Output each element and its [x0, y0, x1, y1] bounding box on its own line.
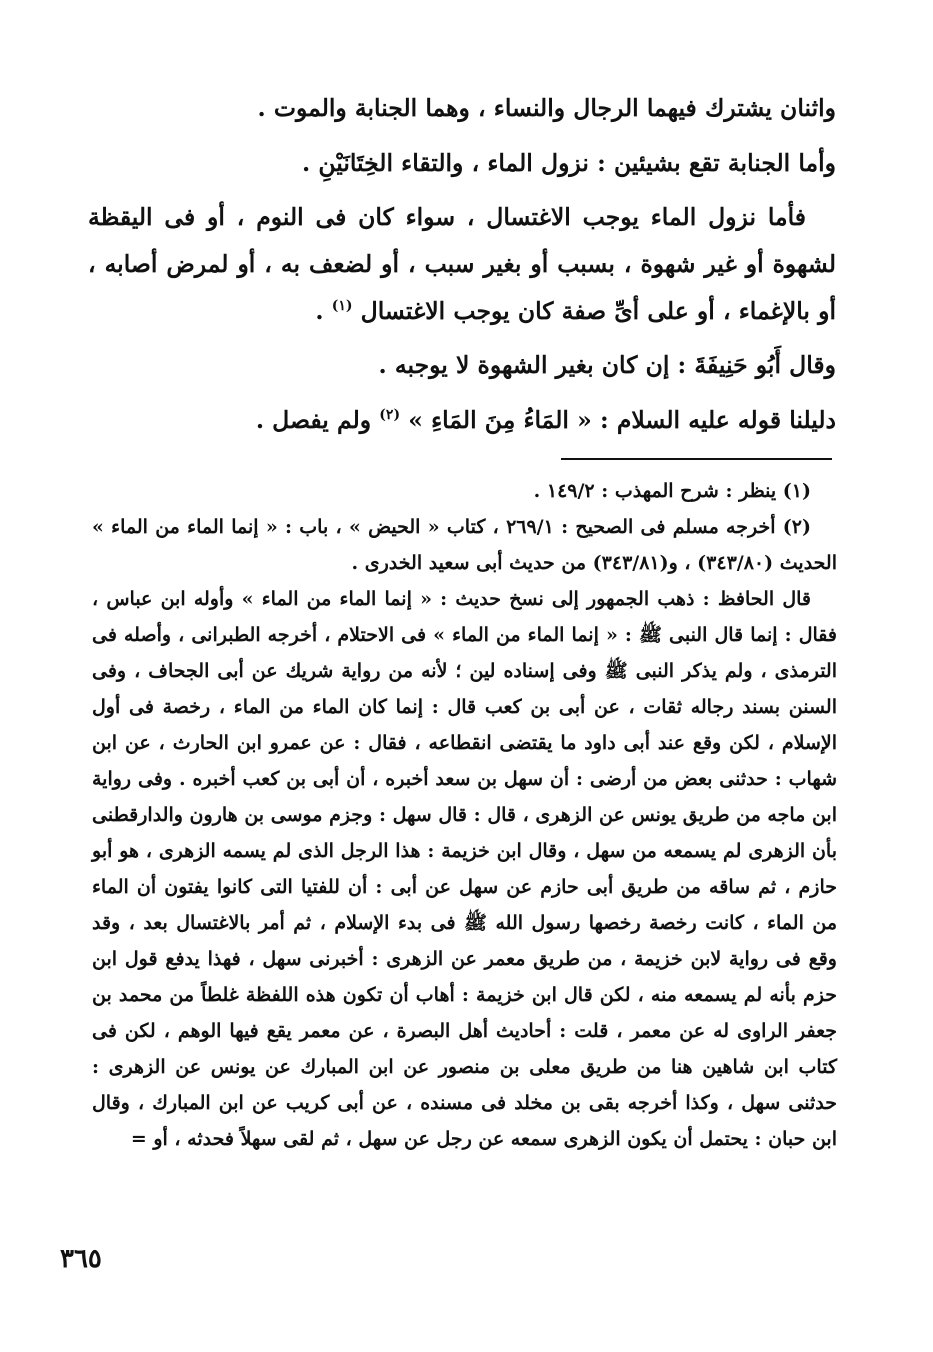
main-text [88, 84, 836, 451]
footnote-divider [561, 458, 832, 460]
paragraph: وأما الجنابة تقع بشيئين : نزول الماء ، والتقاء الخِتَانَيْنِ . [301, 149, 836, 177]
paragraph: واثنان يشترك فيهما الرجال والنساء ، وهما الجنابة والموت . [257, 94, 836, 122]
paragraph-text: فأما نزول الماء يوجب الاغتسال ، سواء كان فى النوم ، أو فى اليقظة لشهوة أو غير شهوة ، بسبب أو بغير سبب ، أو لضعف به ، أو لمرض أصابه ، أو بالإغماء ، أو على أىِّ صفة كان يوجب الاغتسال [88, 203, 836, 325]
paragraph-end: . [315, 297, 332, 325]
paragraph-text: دليلنا قوله عليه السلام : « المَاءُ مِنَ المَاءِ » [408, 406, 836, 434]
footnote-commentary: قال الحافظ : ذهب الجمهور إلى نسخ حديث : « إنما الماء من الماء » وأوله ابن عباس ، فقال : إنما قال النبى ﷺ : « إنما الماء من الماء » فى الاحتلام ، أخرجه الطبرانى ، وأصله فى الترمذى ، ولم يذكر النبى ﷺ وفى إسناده لين ؛ لأنه من رواية شريك عن أبى الجحاف ، وفى السنن بسند رجاله ثقات ، عن أبى بن كعب قال : إنما كان الماء من الماء ، رخصة فى أول الإسلام ، لكن وقع عند أبى داود ما يقتضى انقطاعه ، فقال : عن عمرو ابن الحارث ، عن ابن شهاب : حدثنى بعض من أرضى : أن سهل بن سعد أخبره ، أن أبى بن كعب أخبره . وفى رواية ابن ماجه من طريق يونس عن الزهرى ، قال : قال سهل : وجزم موسى بن هارون والدارقطنى بأن الزهرى لم يسمعه من سهل ، وقال ابن خزيمة : هذا الرجل الذى لم يسمه الزهرى ، هو أبو حازم ، ثم ساقه من طريق أبى حازم عن سهل عن أبى : أن للفتيا التى كانوا يفتون أن الماء من الماء ، كانت رخصة رخصها رسول الله ﷺ فى بدء الإسلام ، ثم أمر بالاغتسال بعد ، وقد وقع فى رواية لابن خزيمة ، من طريق معمر عن الزهرى : أخبرنى سهل ، فهذا يدفع قول ابن حزم بأنه لم يسمعه منه ، لكن قال ابن خزيمة : أهاب أن تكون هذه اللفظة غلطاً من محمد بن جعفر الراوى له عن معمر ، قلت : أحاديث أهل البصرة ، عن معمر يقع فيها الوهم ، لكن فى كتاب ابن شاهين هنا من طريق معلى بن منصور عن ابن المبارك عن يونس عن الزهرى : حدثنى سهل ، وكذا أخرجه بقى بن مخلد فى مسنده ، عن أبى كريب عن ابن المبارك ، وقال ابن حبان : يحتمل أن يكون الزهرى سمعه عن رجل عن سهل ، ثم لقى سهلاً فحدثه ، أو = [92, 588, 837, 1150]
footnote-ref: (٢) [379, 407, 401, 424]
footnotes [92, 473, 837, 1157]
paragraph-end: ولم يفصل . [255, 406, 380, 434]
footnote-2: (٢) أخرجه مسلم فى الصحيح : ٢٦٩/١ ، كتاب « الحيض » ، باب : « إنما الماء من الماء » الحديث (٣٤٣/٨٠) ، و(٣٤٣/٨١) من حديث أبى سعيد الخدرى . [92, 516, 837, 574]
paragraph [88, 194, 836, 335]
page-number: ٣٦٥ [60, 1244, 102, 1274]
footnote-1: (١) ينظر : شرح المهذب : ١٤٩/٢ . [533, 480, 811, 502]
footnote-ref: (١) [331, 298, 353, 315]
paragraph [88, 396, 836, 445]
paragraph: وقال أَبُو حَنِيفَةَ : إن كان بغير الشهوة لا يوجبه . [378, 351, 836, 379]
